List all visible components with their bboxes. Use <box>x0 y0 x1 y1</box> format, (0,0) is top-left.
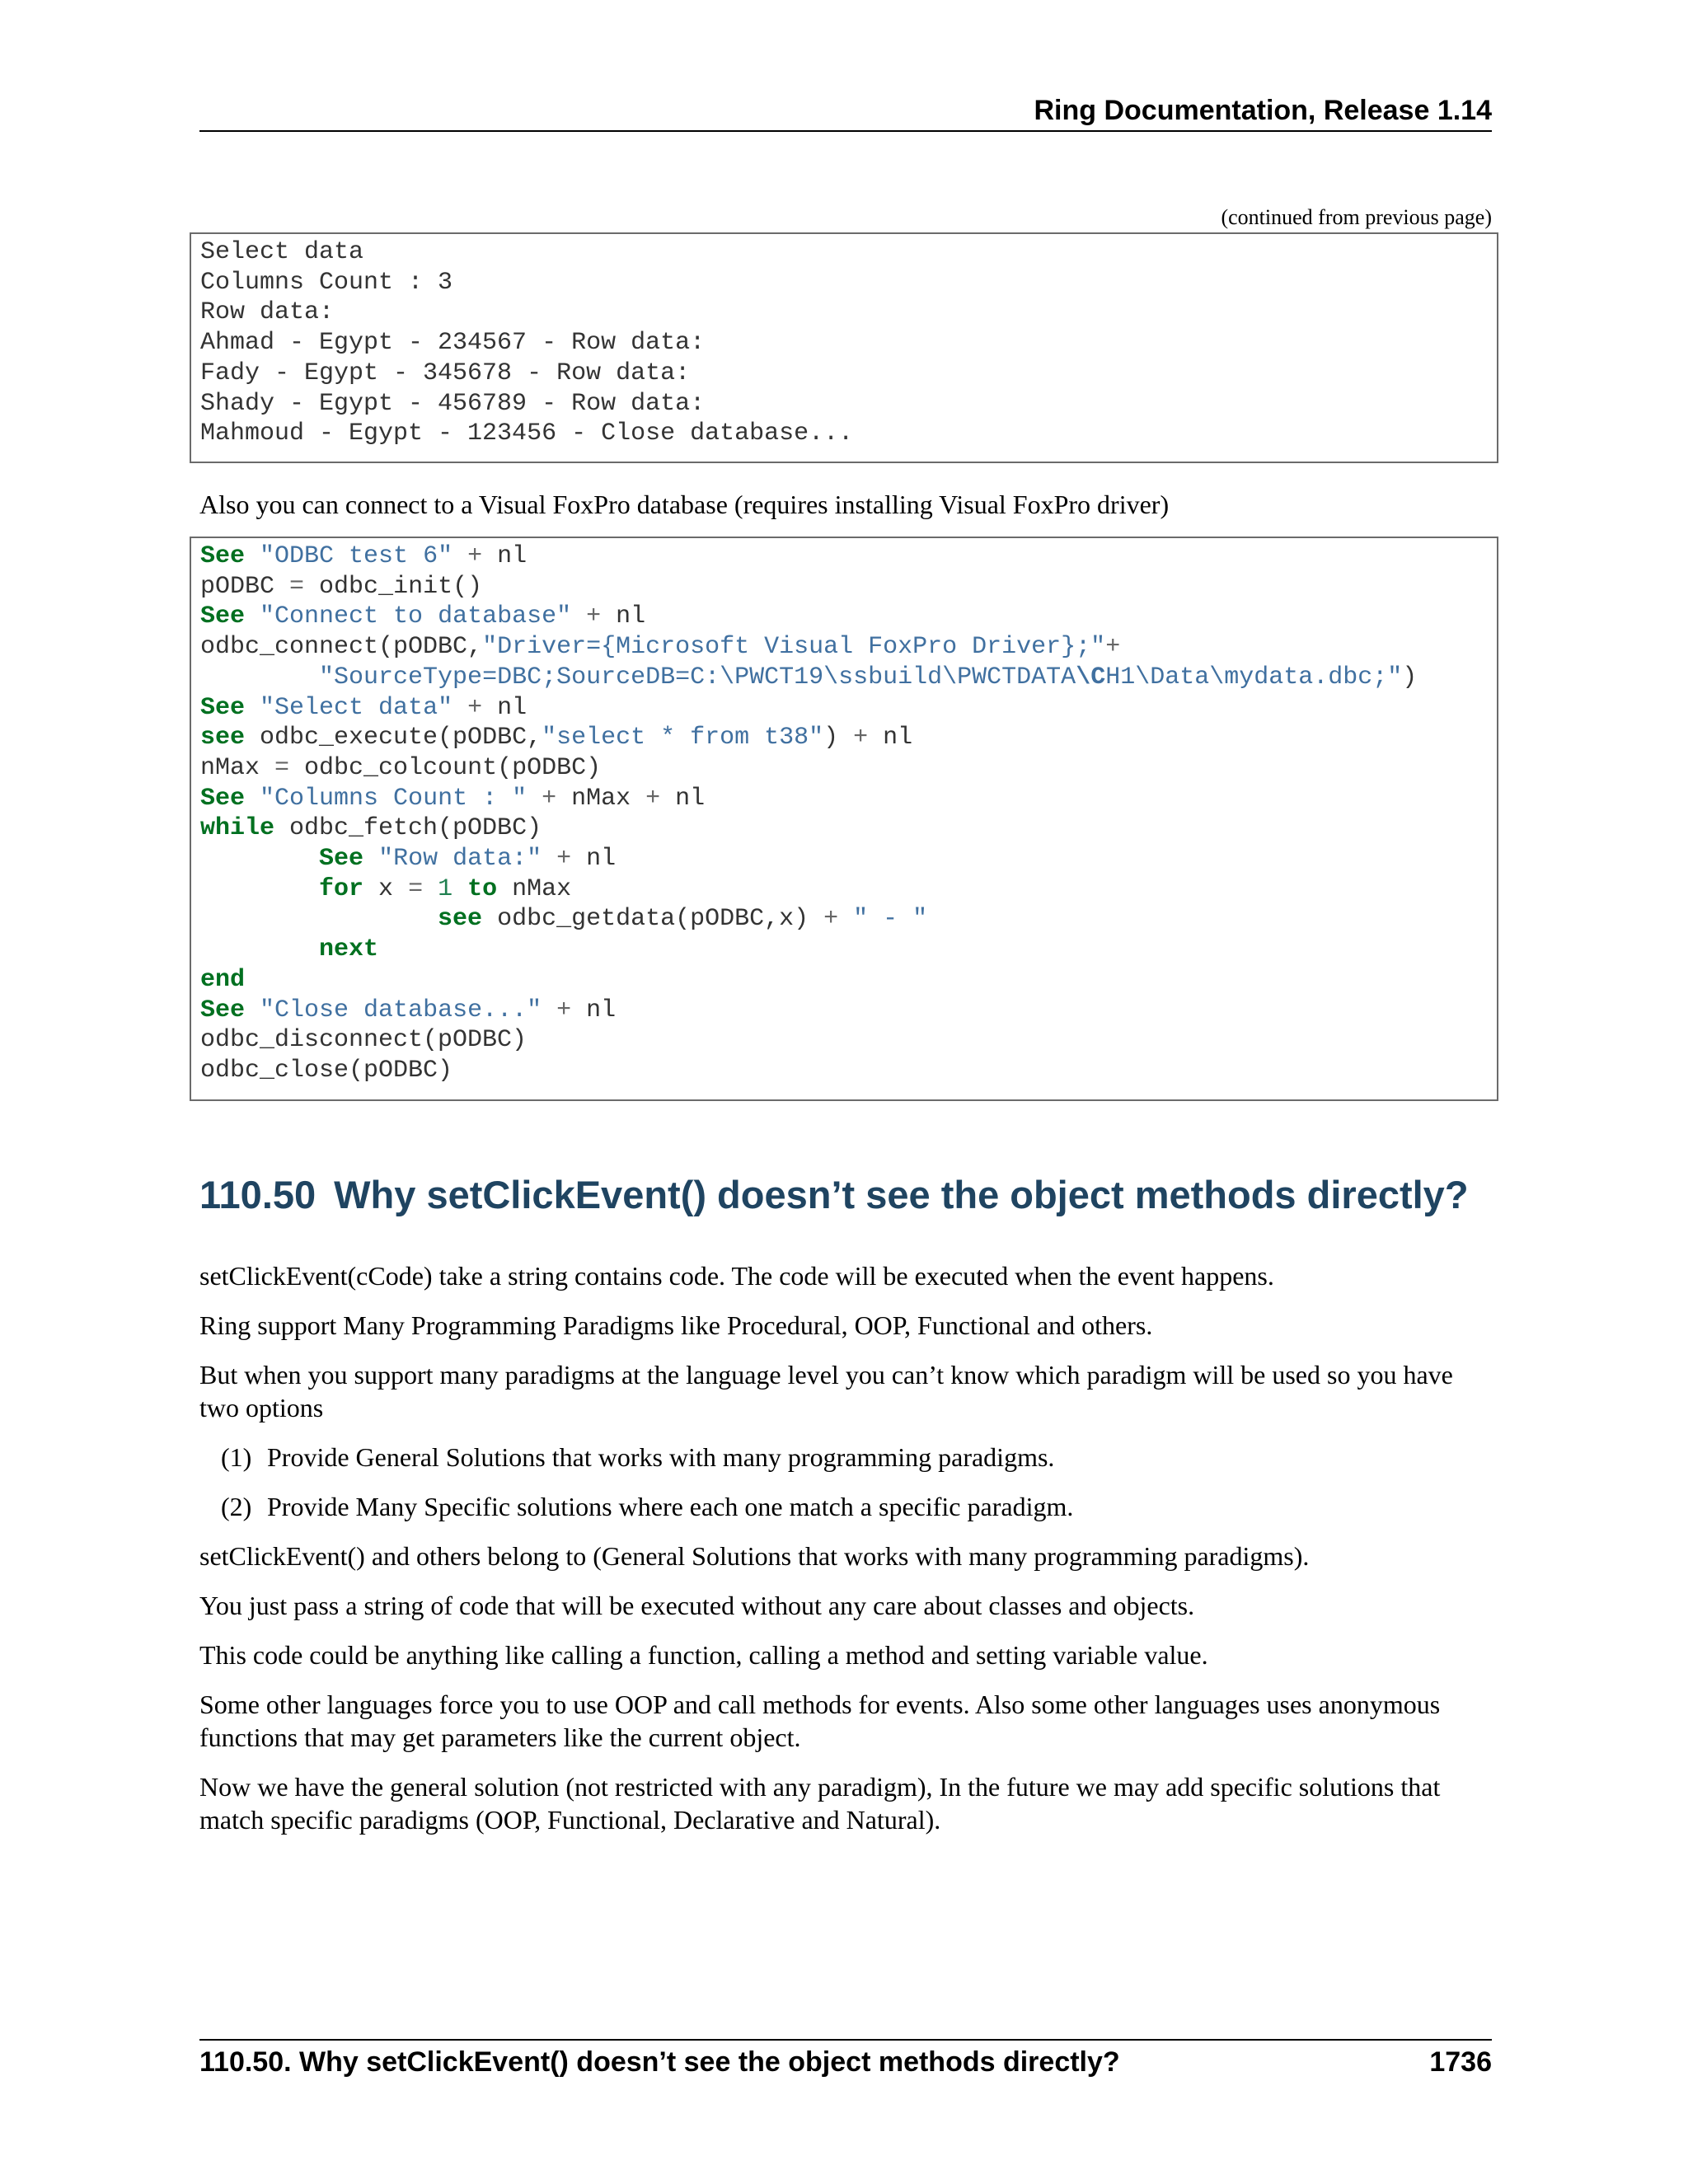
code-token <box>245 785 260 813</box>
code-line <box>200 573 482 601</box>
code-token: + <box>467 693 483 722</box>
code-token: to <box>467 874 498 903</box>
code-token: see <box>200 724 246 752</box>
list-marker: (1) <box>221 1442 252 1472</box>
code-line <box>200 1057 452 1085</box>
code-token <box>200 663 319 691</box>
footer-rule <box>199 2039 1492 2041</box>
code-token: "Driver={Microsoft Visual FoxPro Driver};" <box>482 633 1106 662</box>
code-token: odbc_close(pODBC) <box>200 1056 453 1085</box>
code-token: odbc_connect(pODBC, <box>200 633 483 662</box>
code-token <box>452 542 467 570</box>
code-token: "ODBC test 6" <box>260 542 453 570</box>
code-line <box>200 1026 527 1054</box>
code-token: odbc_colcount(pODBC) <box>289 753 602 782</box>
code-token: See <box>200 996 246 1024</box>
code-token: next <box>319 935 379 964</box>
output-line: Mahmoud - Egypt - 123456 - Close database... <box>200 419 854 448</box>
code-token: + <box>823 905 839 934</box>
code-token: nl <box>601 602 646 631</box>
code-token: while <box>200 814 275 843</box>
intro-paragraph: Also you can connect to a Visual FoxPro database (requires installing Visual FoxPro driver) <box>199 490 1170 519</box>
code-token: + <box>542 784 557 813</box>
code-line <box>200 785 705 813</box>
code-token: odbc_disconnect(pODBC) <box>200 1026 528 1055</box>
code-token: See <box>200 693 246 722</box>
code-token <box>423 875 438 903</box>
code-token <box>200 935 319 963</box>
output-code-block <box>190 232 1498 463</box>
code-token <box>200 875 319 903</box>
list-item <box>221 1490 1490 1523</box>
code-token: = <box>408 874 424 903</box>
output-text <box>191 234 1497 449</box>
code-token <box>245 996 260 1024</box>
code-token: = <box>274 753 290 782</box>
code-token: odbc_getdata(pODBC,x) <box>482 905 824 934</box>
code-token: See <box>319 845 364 874</box>
code-token <box>200 845 319 873</box>
code-token: See <box>200 602 246 631</box>
code-token: odbc_init() <box>304 572 483 601</box>
code-token <box>452 694 467 722</box>
code-line <box>200 724 912 752</box>
output-line: Columns Count : 3 <box>200 268 453 297</box>
code-token: for <box>319 874 364 903</box>
code-line <box>200 542 527 570</box>
code-token: + <box>556 996 572 1024</box>
code-token: nl <box>868 724 913 752</box>
code-token <box>571 602 586 630</box>
code-token: nMax <box>497 874 572 903</box>
code-token: + <box>467 542 483 570</box>
code-line <box>200 845 616 873</box>
code-token: nMax <box>556 784 646 813</box>
page-number: 1736 <box>1429 2046 1492 2078</box>
running-header: Ring Documentation, Release 1.14 <box>1034 95 1492 126</box>
code-token: "select * from t38" <box>542 724 824 752</box>
code-token <box>527 785 542 813</box>
list-item-text: Provide General Solutions that works with many programming paradigms. <box>267 1442 1055 1472</box>
paragraph: This code could be anything like calling a function, calling a method and setting variable value. <box>199 1640 1208 1670</box>
code-token: ) <box>1402 663 1418 691</box>
code-token: + <box>645 784 661 813</box>
code-token: "Select data" <box>260 693 453 722</box>
section-number: 110.50 <box>199 1173 316 1216</box>
paragraph: Now we have the general solution (not restricted with any paradigm), In the future we may add specific solutions that match specific paradigms (OOP, Functional, Declarative and Natural). <box>199 1772 1441 1835</box>
code-token: nl <box>482 693 528 722</box>
header-rule <box>199 130 1492 132</box>
output-line: Ahmad - Egypt - 234567 - Row data: <box>200 329 706 358</box>
code-line <box>200 663 1417 691</box>
code-token: " - " <box>853 905 928 934</box>
code-line <box>200 754 601 782</box>
paragraph: But when you support many paradigms at the language level you can’t know which paradigm will be used so you have two options <box>199 1360 1453 1422</box>
code-token <box>245 694 260 722</box>
code-listing <box>191 538 1497 1086</box>
code-listing-block <box>190 537 1498 1101</box>
code-token: nMax <box>200 753 275 782</box>
code-token: "Row data:" <box>378 845 542 874</box>
list-marker: (2) <box>221 1492 252 1521</box>
list-item <box>221 1441 1490 1474</box>
code-token: "Connect to database" <box>260 602 572 631</box>
output-line: Select data <box>200 238 364 266</box>
code-token: H1\Data\mydata.dbc;" <box>1105 663 1403 691</box>
code-token: + <box>586 602 602 631</box>
code-token <box>245 602 260 630</box>
code-token: pODBC <box>200 572 290 601</box>
code-token: 1 <box>438 874 453 903</box>
code-token: see <box>438 905 483 934</box>
code-token: = <box>289 572 305 601</box>
code-token: "Columns Count : " <box>260 784 528 813</box>
code-line <box>200 875 571 903</box>
output-line: Row data: <box>200 298 335 327</box>
code-token <box>838 905 853 933</box>
code-token: ) <box>823 724 854 752</box>
code-token: nl <box>660 784 706 813</box>
paragraph: Some other languages force you to use OOP and call methods for events. Also some other languages uses anonymous functions that may get parameters like the current object. <box>199 1690 1441 1752</box>
code-token: nl <box>482 542 528 570</box>
code-token <box>542 996 556 1024</box>
code-token: x <box>363 874 409 903</box>
code-line <box>200 602 645 630</box>
code-token <box>363 845 378 873</box>
footer-title: 110.50. Why setClickEvent() doesn’t see the object methods directly? <box>199 2046 1120 2078</box>
code-token: end <box>200 965 246 994</box>
section-heading <box>199 1170 1518 1220</box>
code-line <box>200 966 245 994</box>
code-token: odbc_execute(pODBC, <box>245 724 542 752</box>
code-token <box>542 845 556 873</box>
code-token: See <box>200 542 246 570</box>
code-token <box>200 905 438 933</box>
code-token: See <box>200 784 246 813</box>
code-token <box>452 875 467 903</box>
code-token: odbc_fetch(pODBC) <box>274 814 542 843</box>
section-title: Why setClickEvent() doesn’t see the object methods directly? <box>334 1173 1469 1216</box>
paragraph: setClickEvent() and others belong to (General Solutions that works with many programming paradigms). <box>199 1541 1310 1571</box>
code-line <box>200 996 616 1024</box>
code-token: + <box>556 845 572 874</box>
code-token: nl <box>571 845 617 874</box>
code-token: nl <box>571 996 617 1024</box>
paragraph: You just pass a string of code that will be executed without any care about classes and objects. <box>199 1591 1195 1620</box>
code-line <box>200 814 542 842</box>
code-token <box>245 542 260 570</box>
code-token: "SourceType=DBC;SourceDB=C:\PWCT19\ssbuild\PWCTDATA <box>319 663 1076 691</box>
code-token: "Close database..." <box>260 996 542 1024</box>
paragraph: setClickEvent(cCode) take a string contains code. The code will be executed when the event happens. <box>199 1261 1274 1291</box>
code-line <box>200 633 1120 661</box>
continued-note: (continued from previous page) <box>1221 205 1492 229</box>
paragraph: Ring support Many Programming Paradigms like Procedural, OOP, Functional and others. <box>199 1310 1153 1340</box>
code-line <box>200 935 378 963</box>
code-line <box>200 694 527 722</box>
code-line <box>200 905 927 933</box>
code-token: \C <box>1076 663 1106 691</box>
code-token: + <box>853 724 869 752</box>
output-line: Shady - Egypt - 456789 - Row data: <box>200 389 706 418</box>
output-line: Fady - Egypt - 345678 - Row data: <box>200 359 691 387</box>
code-token: + <box>1105 633 1121 662</box>
list-item-text: Provide Many Specific solutions where each one match a specific paradigm. <box>267 1492 1074 1521</box>
